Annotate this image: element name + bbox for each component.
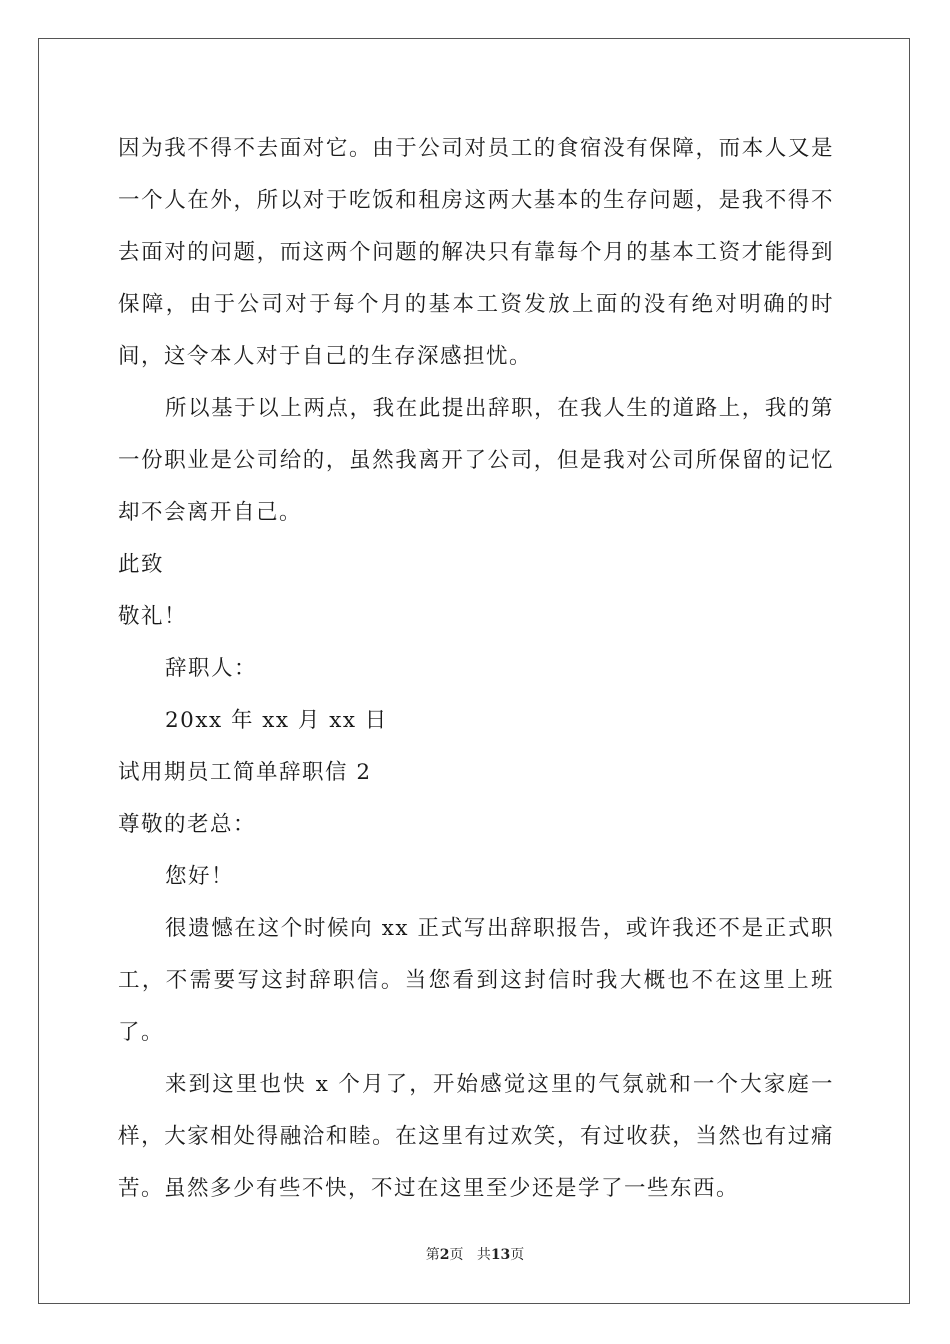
total-suffix: 页: [510, 1247, 525, 1263]
signature-line: 辞职人：: [165, 656, 258, 681]
page-total: 13: [490, 1247, 511, 1263]
total-prefix: 共: [476, 1247, 491, 1263]
body-paragraph: 所以基于以上两点，我在此提出辞职，在我人生的道路上，我的第一份职业是公司给的，虽然我离开了公司，但是我对公司所保留的记忆却不会离开自己。: [118, 396, 834, 525]
page-prefix: 第: [425, 1247, 440, 1263]
body-paragraph: 因为我不得不去面对它。由于公司对员工的食宿没有保障，而本人又是一个人在外，所以对于吃饭和租房这两大基本的生存问题，是我不得不去面对的问题，而这两个问题的解决只有靠每个月的基本工资才能得到保障，由于公司对于每个月的基本工资发放上面的没有绝对明确的时间，这令本人对于自己的生存深感担忧。: [118, 136, 834, 369]
closing-salutation: 此致: [118, 552, 165, 577]
page-footer: [0, 1245, 950, 1265]
letter-title: 试用期员工简单辞职信 2: [118, 760, 372, 785]
body-paragraph: 很遗憾在这个时候向 xx 正式写出辞职报告，或许我还不是正式职工，不需要写这封辞职信。当您看到这封信时我大概也不在这里上班了。: [118, 916, 834, 1045]
letter-greeting: 尊敬的老总：: [118, 812, 257, 837]
document-body: [118, 123, 834, 1215]
body-paragraph: 来到这里也快 x 个月了，开始感觉这里的气氛就和一个大家庭一样，大家相处得融洽和睦。在这里有过欢笑，有过收获，当然也有过痛苦。虽然多少有些不快，不过在这里至少还是学了一些东西。: [118, 1072, 834, 1201]
letter-hello: 您好！: [165, 864, 235, 889]
page-suffix: 页: [449, 1247, 464, 1263]
closing-regards: 敬礼！: [118, 604, 188, 629]
page-number: 2: [439, 1247, 450, 1263]
date-line: 20xx 年 xx 月 xx 日: [165, 708, 388, 733]
